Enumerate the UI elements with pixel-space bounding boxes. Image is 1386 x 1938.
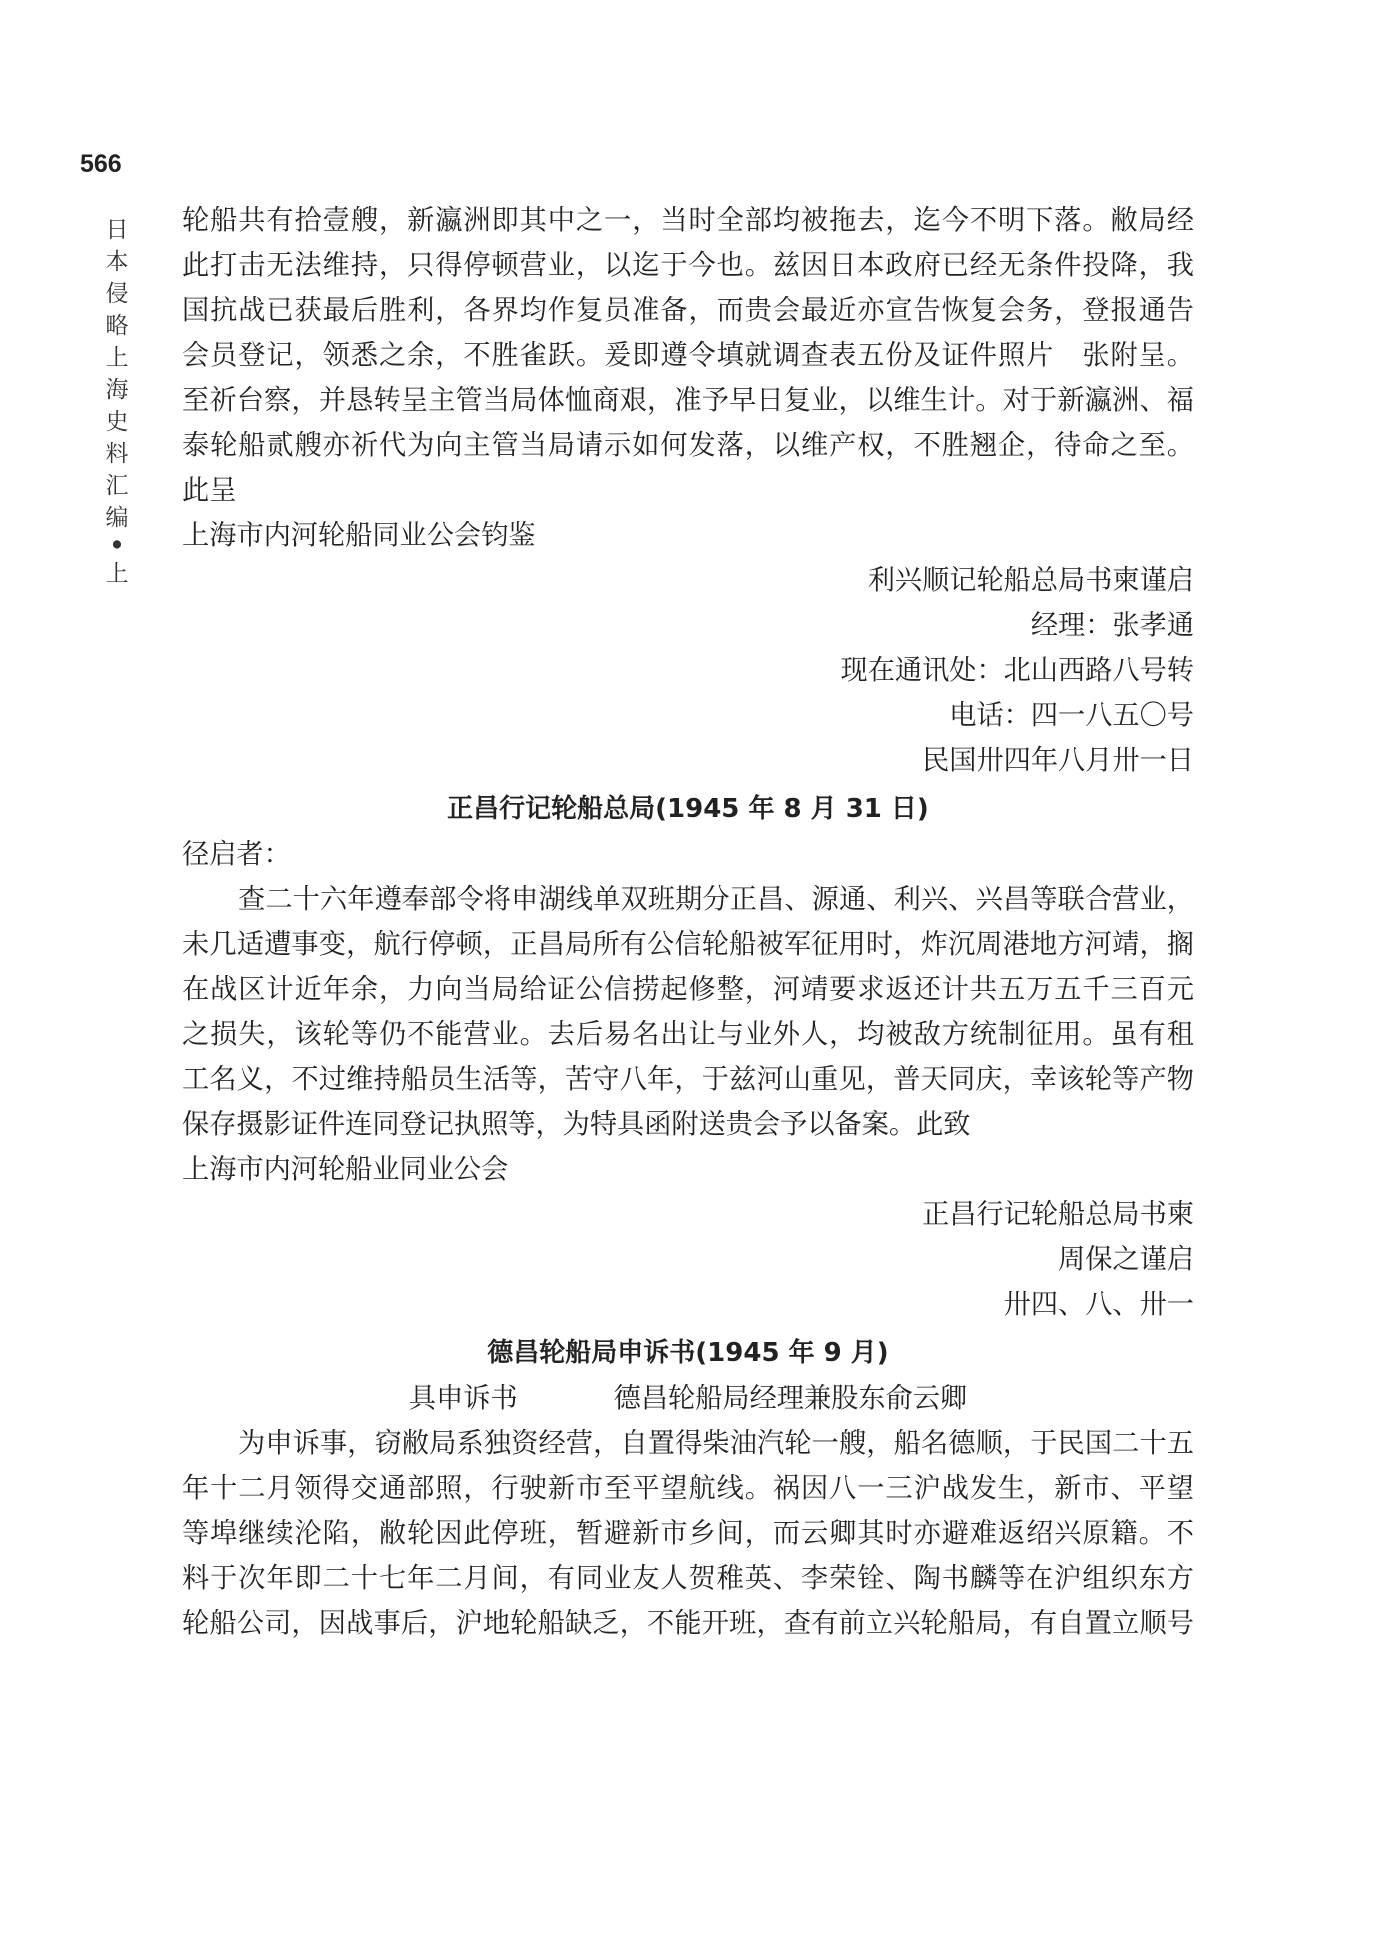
paragraph-line: 之损失，该轮等仍不能营业。去后易名出让与业外人，均被敌方统制征用。虽有租 — [182, 1019, 1194, 1050]
running-head-char: 侵 — [105, 281, 129, 307]
paragraph-line: 为申诉事，窃敝局系独资经营，自置得柴油汽轮一艘，船名德顺，于民国二十五 — [238, 1428, 1194, 1459]
addressee: 上海市内河轮船业同业公会 — [182, 1154, 509, 1185]
running-head-char: 汇 — [105, 473, 129, 499]
paragraph-line: 年十二月领得交通部照，行驶新市至平望航线。祸因八一三沪战发生，新市、平望 — [182, 1473, 1194, 1504]
paragraph-line: 轮船共有拾壹艘，新瀛洲即其中之一，当时全部均被拖去，迄今不明下落。敝局经 — [182, 205, 1194, 236]
signature-line: 卅四、八、卅一 — [1003, 1289, 1194, 1320]
signature-line: 经理：张孝通 — [1030, 610, 1194, 641]
paragraph-line: 国抗战已获最后胜利，各界均作复员准备，而贵会最近亦宣告恢复会务，登报通告 — [182, 295, 1194, 326]
running-head-char: 本 — [105, 249, 129, 275]
signature-line: 现在通讯处：北山西路八号转 — [840, 655, 1194, 686]
salutation: 径启者： — [182, 839, 291, 870]
paragraph-line: 至祈台察，并恳转呈主管当局体恤商艰，准予早日复业，以维生计。对于新瀛洲、福 — [182, 385, 1194, 416]
paragraph-line: 等埠继续沦陷，敝轮因此停班，暂避新市乡间，而云卿其时亦避难返绍兴原籍。不 — [182, 1518, 1194, 1549]
running-head-char: • — [109, 532, 125, 559]
running-head-char: 编 — [105, 505, 129, 531]
running-head-char: 上 — [105, 561, 129, 587]
running-head-char: 海 — [105, 377, 129, 403]
paragraph-line: 查二十六年遵奉部令将申湖线单双班期分正昌、源通、利兴、兴昌等联合营业， — [238, 884, 1194, 915]
paragraph-line: 此打击无法维持，只得停顿营业，以迄于今也。兹因日本政府已经无条件投降，我 — [182, 250, 1194, 281]
signature-line: 利兴顺记轮船总局书柬谨启 — [867, 565, 1194, 596]
paragraph-line: 泰轮船贰艘亦祈代为向主管当局请示如何发落，以维产权，不胜翘企，待命之至。 — [182, 430, 1194, 461]
petition-subtitle — [182, 1376, 1194, 1421]
page-number: 566 — [80, 150, 122, 178]
running-head-char: 日 — [105, 217, 129, 243]
subtitle-right: 德昌轮船局经理兼股东俞云卿 — [613, 1383, 968, 1414]
paragraph-line: 轮船公司，因战事后，沪地轮船缺乏，不能开班，查有前立兴轮船局，有自置立顺号 — [182, 1608, 1194, 1639]
signature-line: 民国卅四年八月卅一日 — [922, 745, 1194, 776]
paragraph-line: 此呈 — [182, 475, 237, 506]
running-head-char: 史 — [105, 409, 129, 435]
section-zhengchang-letter — [182, 787, 1194, 1327]
signature-line: 周保之谨启 — [1058, 1244, 1194, 1275]
paragraph-line: 未几适遭事变，航行停顿，正昌局所有公信轮船被军征用时，炸沉周港地方河靖，搁 — [182, 929, 1194, 960]
main-text — [182, 198, 1194, 1646]
section-liexing-letter — [182, 198, 1194, 783]
running-head-char: 略 — [105, 313, 129, 339]
section-dechang-petition — [182, 1331, 1194, 1646]
running-head — [102, 214, 132, 590]
paragraph-line: 工名义，不过维持船员生活等，苦守八年，于兹河山重见，普天同庆，幸该轮等产物 — [182, 1064, 1194, 1095]
running-head-char: 料 — [105, 441, 129, 467]
paragraph-line: 保存摄影证件连同登记执照等，为特具函附送贵会予以备案。此致 — [182, 1109, 971, 1140]
paragraph-line: 在战区计近年余，力向当局给证公信捞起修整，河靖要求返还计共五万五千三百元 — [182, 974, 1194, 1005]
signature-line: 正昌行记轮船总局书柬 — [922, 1199, 1194, 1230]
running-head-char: 上 — [105, 345, 129, 371]
signature-line: 电话：四一八五〇号 — [949, 700, 1194, 731]
addressee: 上海市内河轮船同业公会钧鉴 — [182, 520, 536, 551]
subtitle-left: 具申诉书 — [408, 1383, 518, 1414]
paragraph-line: 会员登记，领悉之余，不胜雀跃。爰即遵令填就调查表五份及证件照片 张附呈。 — [182, 340, 1194, 371]
section-heading: 德昌轮船局申诉书(1945 年 9 月) — [487, 1338, 889, 1368]
paragraph-line: 料于次年即二十七年二月间，有同业友人贺稚英、李荣铨、陶书麟等在沪组织东方 — [182, 1563, 1194, 1594]
section-heading: 正昌行记轮船总局(1945 年 8 月 31 日) — [447, 794, 929, 824]
